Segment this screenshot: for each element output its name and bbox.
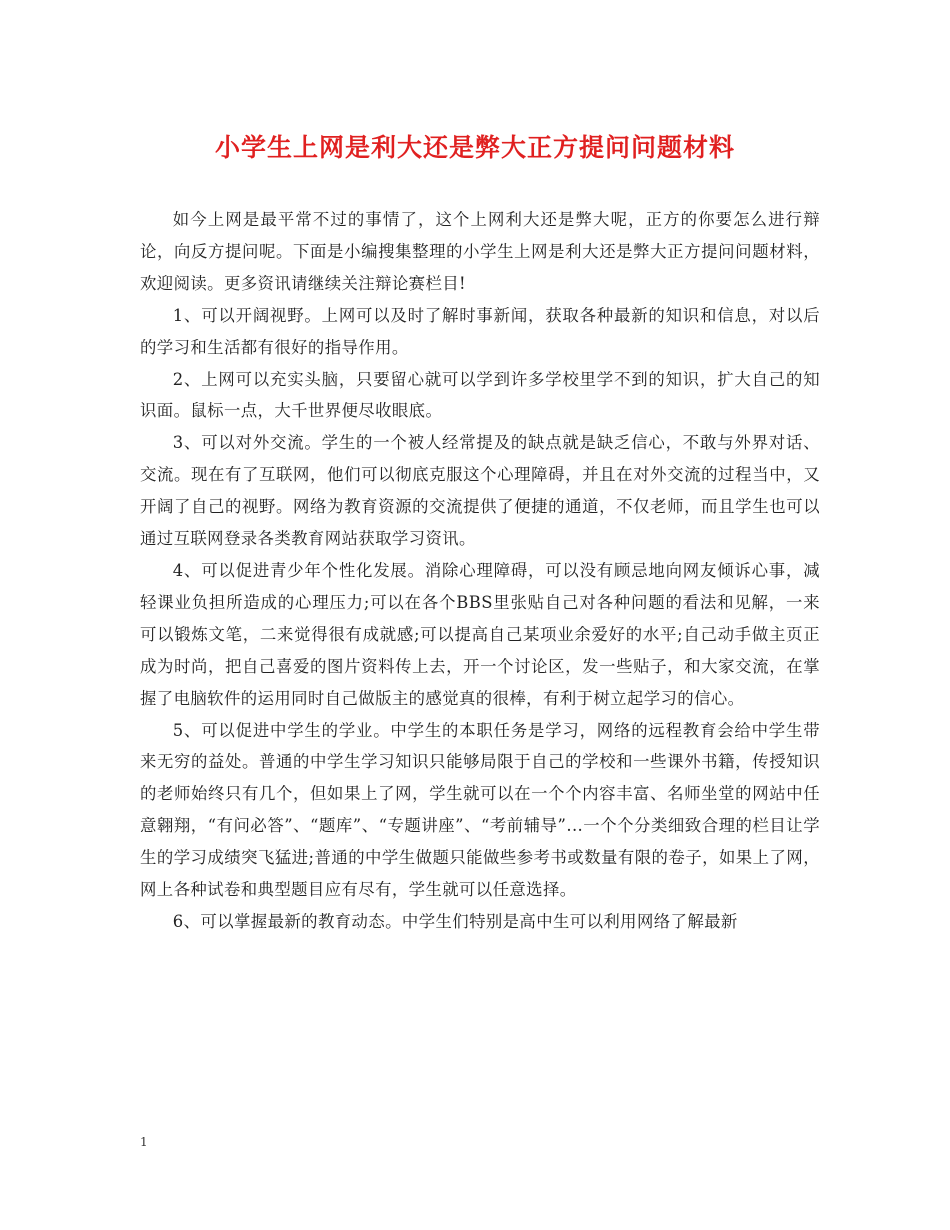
point-paragraph-5: 5、可以促进中学生的学业。中学生的本职任务是学习，网络的远程教育会给中学生带来无穷的益处。普通的中学生学习知识只能够局限于自己的学校和一些课外书籍，传授知识的老师始终只有几个，但如果上了网，学生就可以在一个个内容丰富、名师坐堂的网站中任意翱翔，“有问必答”、“题库”、“专题讲座”、“考前辅导”...一个个分类细致合理的栏目让学生的学习成绩突飞猛进;普通的中学生做题只能做些参考书或数量有限的卷子，如果上了网，网上各种试卷和典型题目应有尽有，学生就可以任意选择。: [140, 720, 820, 900]
point-paragraph-6: 6、可以掌握最新的教育动态。中学生们特别是高中生可以利用网络了解最新: [172, 911, 738, 931]
point-paragraph-4: 4、可以促进青少年个性化发展。消除心理障碍，可以没有顾忌地向网友倾诉心事，减轻课业负担所造成的心理压力;可以在各个BBS里张贴自己对各种问题的看法和见解，一来可以锻炼文笔，二来觉得很有成就感;可以提高自己某项业余爱好的水平;自己动手做主页正成为时尚，把自己喜爱的图片资料传上去，开一个讨论区，发一些贴子，和大家交流，在掌握了电脑软件的运用同时自己做版主的感觉真的很棒，有利于树立起学习的信心。: [140, 560, 820, 708]
point-paragraph-3: 3、可以对外交流。学生的一个被人经常提及的缺点就是缺乏信心，不敢与外界对话、交流。现在有了互联网，他们可以彻底克服这个心理障碍，并且在对外交流的过程当中，又开阔了自己的视野。网络为教育资源的交流提供了便捷的通道，不仅老师，而且学生也可以通过互联网登录各类教育网站获取学习资讯。: [140, 433, 820, 549]
document-body: [140, 204, 820, 938]
document-title: 小学生上网是利大还是弊大正方提问问题材料: [214, 133, 735, 162]
point-paragraph-1: 1、可以开阔视野。上网可以及时了解时事新闻，获取各种最新的知识和信息，对以后的学习和生活都有很好的指导作用。: [140, 305, 820, 357]
intro-paragraph: 如今上网是最平常不过的事情了，这个上网利大还是弊大呢，正方的你要怎么进行辩论，向反方提问呢。下面是小编搜集整理的小学生上网是利大还是弊大正方提问问题材料，欢迎阅读。更多资讯请继续关注辩论赛栏目!: [140, 210, 820, 293]
point-paragraph-2: 2、上网可以充实头脑，只要留心就可以学到许多学校里学不到的知识，扩大自己的知识面。鼠标一点，大千世界便尽收眼底。: [140, 369, 820, 421]
page-number: 1: [140, 1135, 148, 1149]
